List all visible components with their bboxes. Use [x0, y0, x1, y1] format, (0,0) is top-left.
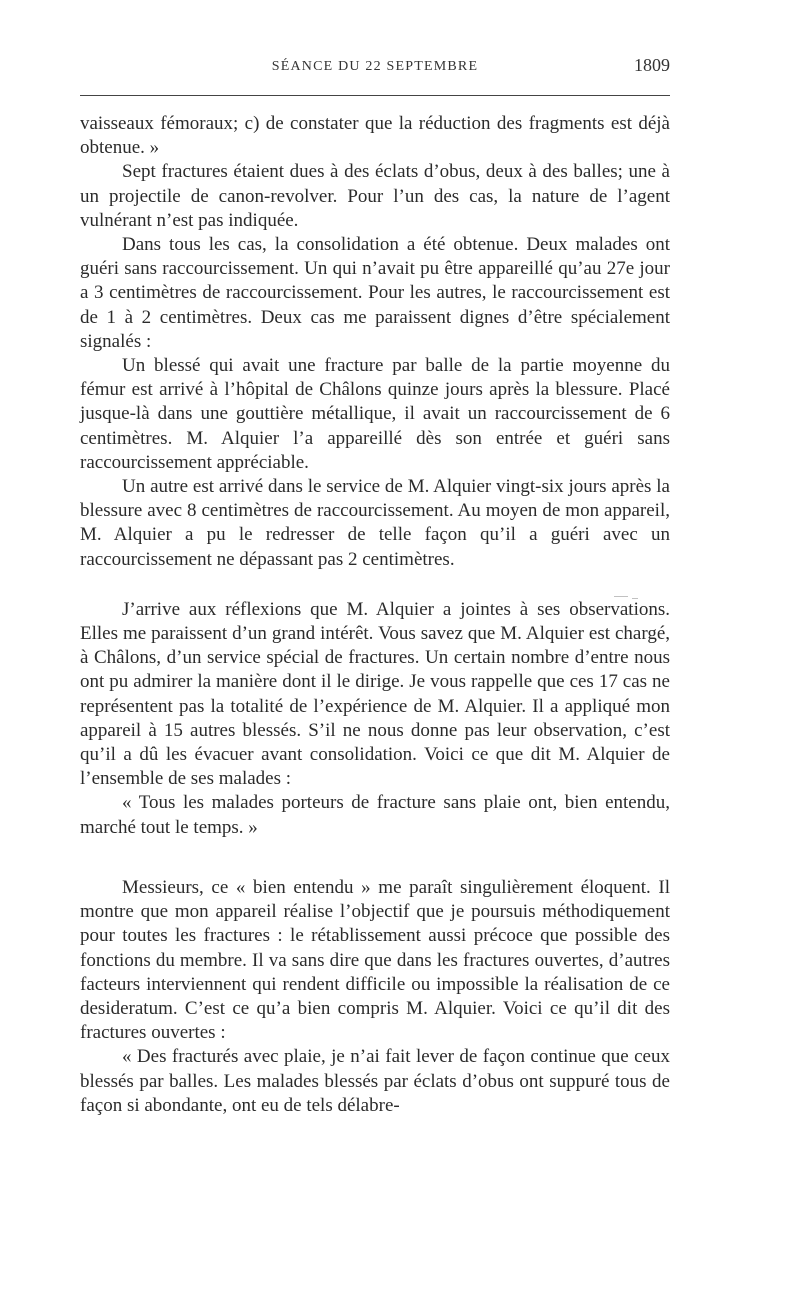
header-rule	[80, 95, 670, 96]
ink-smudge	[610, 590, 650, 620]
paragraph-8: Messieurs, ce « bien entendu » me paraît singulièrement éloquent. Il montre que mon appareil réalise l’objectif que je poursuis méthodiquement pour toutes les fractures : le rétablissement aussi précoce que possible des fonctions du membre. Il va sans dire que dans les fractures ouvertes, d’autres facteurs interviennent qui rendent difficile ou impossible la réalisation de ce desideratum. C’est ce qu’a bien compris M. Alquier. Voici ce qu’il dit des fractures ouvertes :	[80, 876, 670, 1044]
running-head: SÉANCE DU 22 SEPTEMBRE	[271, 59, 479, 74]
page-header	[80, 55, 670, 87]
page-number: 1809	[634, 55, 670, 75]
paragraph-9: « Des fracturés avec plaie, je n’ai fait lever de façon continue que ceux blessés par balles. Les malades blessés par éclats d’obus ont suppuré tous de façon si abondante, ont eu de tels délabre-	[80, 1046, 670, 1116]
paragraph-1: vaisseaux fémoraux; c) de constater que la réduction des fragments est déjà obtenue. »	[80, 113, 670, 159]
paragraph-6: J’arrive aux réflexions que M. Alquier a jointes à ses observations. Elles me paraissent d’un grand intérêt. Vous savez que M. Alquier est chargé, à Châlons, d’un service spécial de fractures. Un certain nombre d’entre nous ont pu admirer la manière dont il le dirige. Je vous rappelle que ces 17 cas ne représentent pas la totalité de l’expérience de M. Alquier. Il a appliqué mon appareil à 15 autres blessés. S’il ne nous donne pas leur observation, c’est qu’il a dû les évacuer avant consolidation. Voici ce que dit M. Alquier de l’ensemble de ses malades :	[80, 598, 670, 790]
paragraph-3: Dans tous les cas, la consolidation a été obtenue. Deux malades ont guéri sans raccourcissement. Un qui n’avait pu être appareillé qu’au 27e jour a 3 centimètres de raccourcissement. Pour les autres, le raccourcissement est de 1 à 2 centimètres. Deux cas me paraissent dignes d’être spécialement signalés :	[80, 234, 670, 352]
paragraph-4: Un blessé qui avait une fracture par balle de la partie moyenne du fémur est arrivé à l’hôpital de Châlons quinze jours après la blessure. Placé jusque-là dans une gouttière métallique, il avait un raccourcissement de 6 centimètres. M. Alquier l’a appareillé dès son entrée et guéri sans raccourcissement appréciable.	[80, 355, 670, 473]
paragraph-5: Un autre est arrivé dans le service de M. Alquier vingt-six jours après la blessure avec 8 centimètres de raccourcissement. Au moyen de mon appareil, M. Alquier a pu le redresser de telle façon qu’il a guéri avec un raccourcissement ne dépassant pas 2 centimètres.	[80, 476, 670, 570]
section-gap	[80, 572, 670, 598]
section-gap	[80, 840, 670, 876]
paragraph-2: Sept fractures étaient dues à des éclats d’obus, deux à des balles; une à un projectile de canon-revolver. Pour l’un des cas, la nature de l’agent vulnérant n’est pas indiquée.	[80, 161, 670, 231]
paragraph-7: « Tous les malades porteurs de fracture sans plaie ont, bien entendu, marché tout le temps. »	[80, 792, 670, 838]
body-text	[80, 112, 670, 1118]
